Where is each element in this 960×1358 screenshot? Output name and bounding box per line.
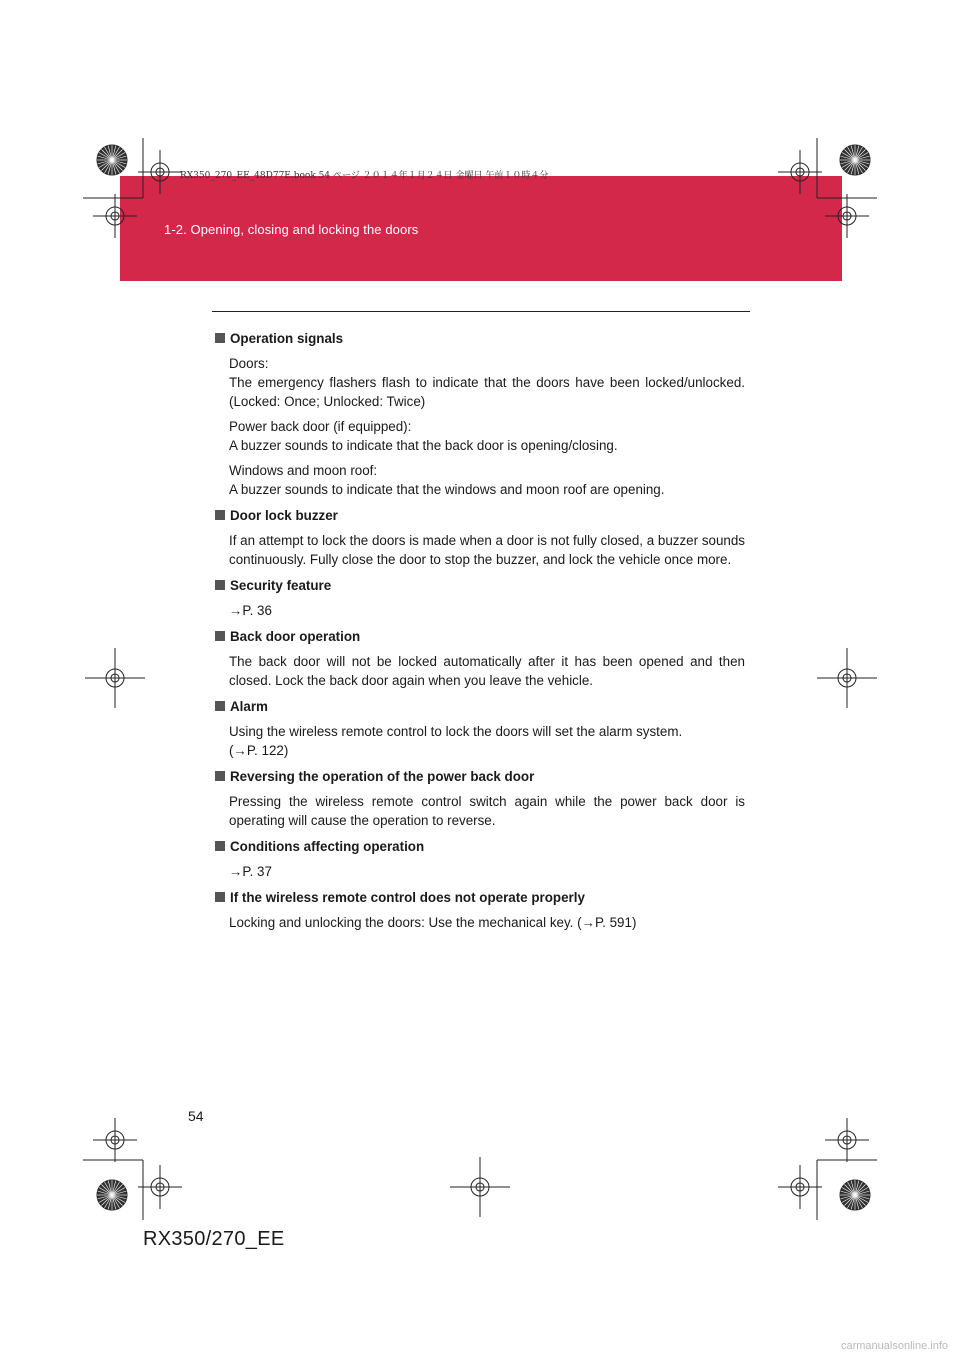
watermark: carmanualsonline.info <box>840 1340 948 1352</box>
page-number: 54 <box>188 1108 204 1124</box>
topic-heading: Operation signals <box>230 330 344 346</box>
topic-heading: Reversing the operation of the power back door <box>230 768 535 784</box>
section-title: 1-2. Opening, closing and locking the doors <box>164 222 419 237</box>
page-reference-link[interactable]: →P. 36 <box>229 603 272 618</box>
topic-heading: Back door operation <box>230 628 361 644</box>
page-reference-link[interactable]: →P. 37 <box>229 864 272 879</box>
model-code: RX350/270_EE <box>143 1228 285 1250</box>
topic-heading: Security feature <box>230 577 332 593</box>
print-file-info: RX350_270_EE_48D77E.book 54 ページ ２０１４年１月２４日 金曜日 午前１０時４分 <box>180 171 549 181</box>
topic-paragraph: Using the wireless remote control to lock the doors will set the alarm system. (→P. 122) <box>229 724 683 758</box>
topic-paragraph: Windows and moon roof: A buzzer sounds to indicate that the windows and moon roof are opening. <box>229 463 665 497</box>
topic-heading: Conditions affecting operation <box>230 838 425 854</box>
topic-paragraph: Doors: The emergency flashers flash to indicate that the doors have been locked/unlocked. (Locked: Once; Unlocked: Twice) <box>229 356 745 409</box>
topic-paragraph: Pressing the wireless remote control switch again while the power back door is operating will cause the operation to reverse. <box>229 794 745 828</box>
topic-paragraph: If an attempt to lock the doors is made when a door is not fully closed, a buzzer sounds continuously. Fully close the door to stop the buzzer, and lock the vehicle once more. <box>229 533 745 567</box>
topic-paragraph: Power back door (if equipped): A buzzer sounds to indicate that the back door is opening/closing. <box>229 419 618 453</box>
topic-heading: If the wireless remote control does not operate properly <box>230 889 585 905</box>
topic-heading: Door lock buzzer <box>230 507 338 523</box>
topic-paragraph: Locking and unlocking the doors: Use the mechanical key. (→P. 591) <box>229 915 637 930</box>
topic-heading: Alarm <box>230 698 268 714</box>
topic-paragraph: The back door will not be locked automatically after it has been opened and then closed. Lock the back door again when you leave the vehicle. <box>229 654 745 688</box>
